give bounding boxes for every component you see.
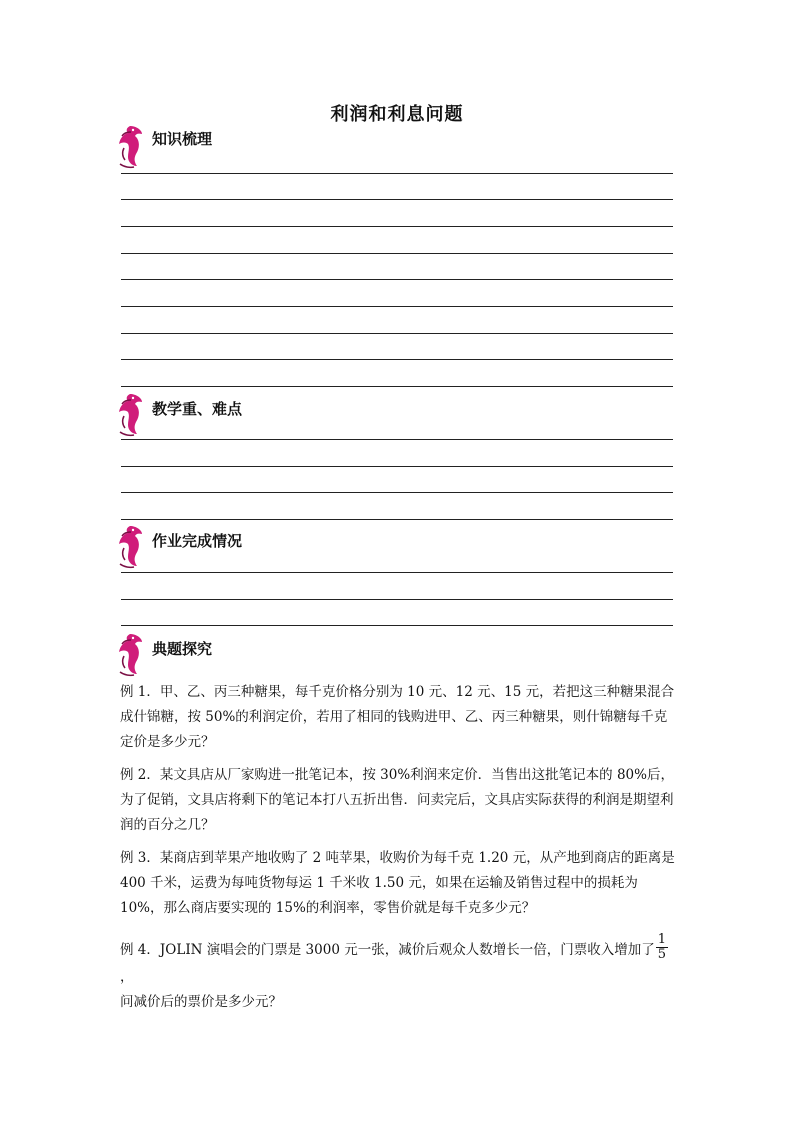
fraction-denominator: 5 xyxy=(657,947,666,962)
blank-line xyxy=(121,199,673,200)
blank-line xyxy=(121,226,673,227)
section-title-knowledge: 知识梳理 xyxy=(152,130,213,148)
dolphin-icon xyxy=(116,392,146,438)
example-4-text: 例 4．JOLIN 演唱会的门票是 3000 元一张，减价后观众人数增长一倍，门票收入增加了 xyxy=(120,942,655,958)
blank-line xyxy=(121,519,673,520)
example-3: 例 3．某商店到苹果产地收购了 2 吨苹果，收购价为每千克 1.20 元，从产地到商店的距离是 400 千米，运费为每吨货物每运 1 千米收 1.50 元，如果在运输及销售过程中的损耗为 10%，那么商店要实现的 15%的利润率，零售价就是每千克多少元？ xyxy=(120,850,675,916)
example-4-question: 问减价后的票价是多少元？ xyxy=(120,994,282,1010)
example-4-comma: ， xyxy=(120,969,134,985)
blank-line xyxy=(121,439,673,440)
dolphin-icon xyxy=(116,632,146,678)
blank-line xyxy=(121,359,673,360)
blank-line xyxy=(121,492,673,493)
dolphin-icon xyxy=(116,524,146,570)
blank-line xyxy=(121,625,673,626)
blank-line xyxy=(121,253,673,254)
example-1: 例 1．甲、乙、丙三种糖果，每千克价格分别为 10 元、12 元、15 元，若把这三种糖果混合成什锦糖，按 50%的利润定价，若用了相同的钱购进甲、乙、丙三种糖果，则什锦糖每千克定价是多少元？ xyxy=(120,684,675,750)
blank-line xyxy=(121,306,673,307)
blank-line xyxy=(121,279,673,280)
fraction xyxy=(656,933,668,962)
example-2: 例 2．某文具店从厂家购进一批笔记本，按 30%利润来定价．当售出这批笔记本的 80%后，为了促销，文具店将剩下的笔记本打八五折出售．问卖完后，文具店实际获得的利润是期望利润的百分之几？ xyxy=(120,767,674,833)
blank-line xyxy=(121,173,673,174)
section-key-points xyxy=(116,392,676,522)
blank-line xyxy=(121,386,673,387)
section-knowledge xyxy=(116,124,676,394)
dolphin-icon xyxy=(116,124,146,170)
section-title-homework: 作业完成情况 xyxy=(152,532,243,550)
blank-line xyxy=(121,599,673,600)
section-homework xyxy=(116,524,676,634)
section-title-key-points: 教学重、难点 xyxy=(152,400,243,418)
fraction-numerator: 1 xyxy=(657,932,666,947)
section-examples xyxy=(116,632,676,678)
section-title-examples: 典题探究 xyxy=(152,640,213,658)
example-4 xyxy=(120,932,676,1015)
page-title: 利润和利息问题 xyxy=(330,104,464,125)
blank-line xyxy=(121,466,673,467)
blank-line xyxy=(121,333,673,334)
blank-line xyxy=(121,572,673,573)
